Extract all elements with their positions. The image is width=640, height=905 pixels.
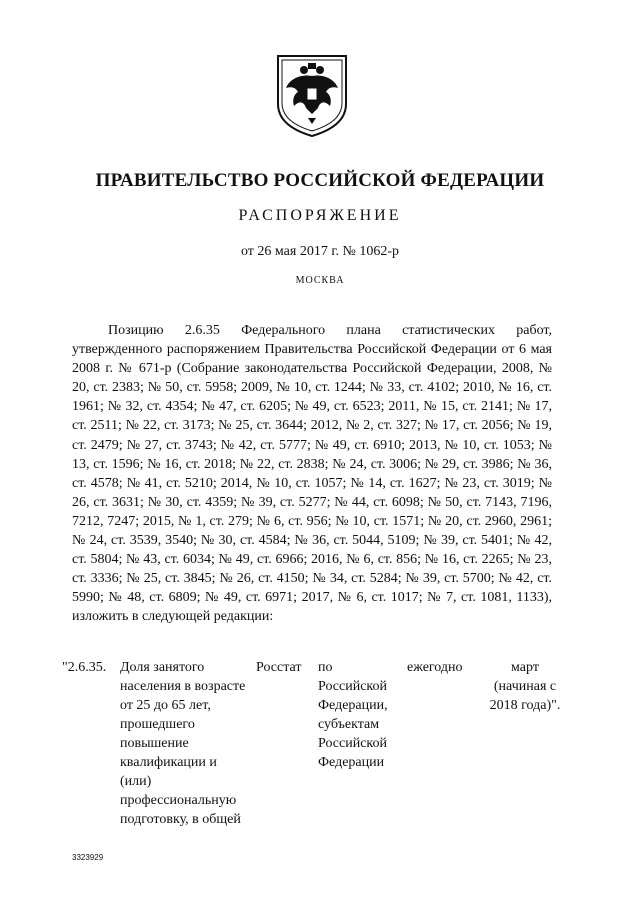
entry-description-line: повышение xyxy=(120,736,189,751)
entry-description-line: Доля занятого xyxy=(120,660,205,675)
entry-level-line: Российской xyxy=(318,736,387,751)
entry-level xyxy=(318,658,398,772)
document-type: РАСПОРЯЖЕНИЕ xyxy=(238,207,402,224)
entry-code: "2.6.35. xyxy=(62,660,107,675)
entry-level-line: Российской xyxy=(318,679,387,694)
entry-description-line: (или) xyxy=(120,774,152,789)
entry-description-line: квалификации и xyxy=(120,755,217,770)
entry-term-line: 2018 года)". xyxy=(489,698,561,713)
entry-level-line: субъектам xyxy=(318,717,380,732)
entry-description-line: профессиональную xyxy=(120,793,237,808)
entry-level-line: по xyxy=(318,660,333,675)
entry-term xyxy=(480,658,570,715)
entry-term-line: март xyxy=(511,660,539,675)
document-date-number: от 26 мая 2017 г. № 1062-р xyxy=(240,244,400,259)
entry-description-line: прошедшего xyxy=(120,717,195,732)
document-id-footer: 3323929 xyxy=(72,853,104,862)
document-city: МОСКВА xyxy=(295,275,345,286)
coat-of-arms-emblem xyxy=(272,52,352,138)
entry-description xyxy=(120,658,260,829)
entry-term-line: (начиная с xyxy=(493,679,557,694)
main-paragraph: Позицию 2.6.35 Федерального плана статистических работ, утвержденного распоряжением Правительства Российской Федерации от 6 мая 2008 г. № 671-р (Собрание законодательства Российской Федерации, 2008, № 20, ст. 2383; № 50, ст. 5958; 2009, № 10, ст. 1244; № 33, ст. 4102; 2010, № 16, ст. 1961; № 32, ст. 4354; № 47, ст. 6205; № 49, ст. 6523; 2011, № 15, ст. 2141; № 17, ст. 2511; № 22, ст. 3173; № 25, ст. 3644; 2012, № 2, ст. 327; № 17, ст. 2056; № 19, ст. 2479; № 27, ст. 3743; № 42, ст. 5777; № 49, ст. 6910; 2013, № 10, ст. 1053; № 13, ст. 1596; № 16, ст. 2018; № 22, ст. 2838; № 24, ст. 3006; № 29, ст. 3986; № 36, ст. 4578; № 41, ст. 5210; 2014, № 10, ст. 1057; № 14, ст. 1627; № 23, ст. 3019; № 26, ст. 3631; № 30, ст. 4359; № 39, ст. 5277; № 44, ст. 6098; № 50, ст. 7143, 7196, 7212, 7247; 2015, № 1, ст. 279; № 6, ст. 956; № 10, ст. 1571; № 20, ст. 2960, 2961; № 24, ст. 3539, 3540; № 30, ст. 4584; № 36, ст. 5044, 5109; № 39, ст. 5401; № 42, ст. 5804; № 43, ст. 6034; № 49, ст. 6966; 2016, № 6, ст. 856; № 16, ст. 2265; № 23, ст. 3336; № 25, ст. 3845; № 26, ст. 4150; № 34, ст. 5284; № 39, ст. 5700; № 42, ст. 5990; № 48, ст. 6809; № 49, ст. 6971; 2017, № 6, ст. 1017; № 7, ст. 1081, 1133), изложить в следующей редакции: xyxy=(72,323,552,625)
entry-level-line: Федерации, xyxy=(318,698,388,713)
entry-description-line: населения в возрасте xyxy=(120,679,246,694)
government-title: ПРАВИТЕЛЬСТВО РОССИЙСКОЙ ФЕДЕРАЦИИ xyxy=(95,170,545,191)
entry-description-line: подготовку, в общей xyxy=(120,812,241,827)
main-paragraph-block xyxy=(72,321,552,627)
entry-level-line: Федерации xyxy=(318,755,385,770)
entry-frequency: ежегодно xyxy=(407,660,463,675)
entry-agency: Росстат xyxy=(256,660,302,675)
entry-description-line: от 25 до 65 лет, xyxy=(120,698,211,713)
